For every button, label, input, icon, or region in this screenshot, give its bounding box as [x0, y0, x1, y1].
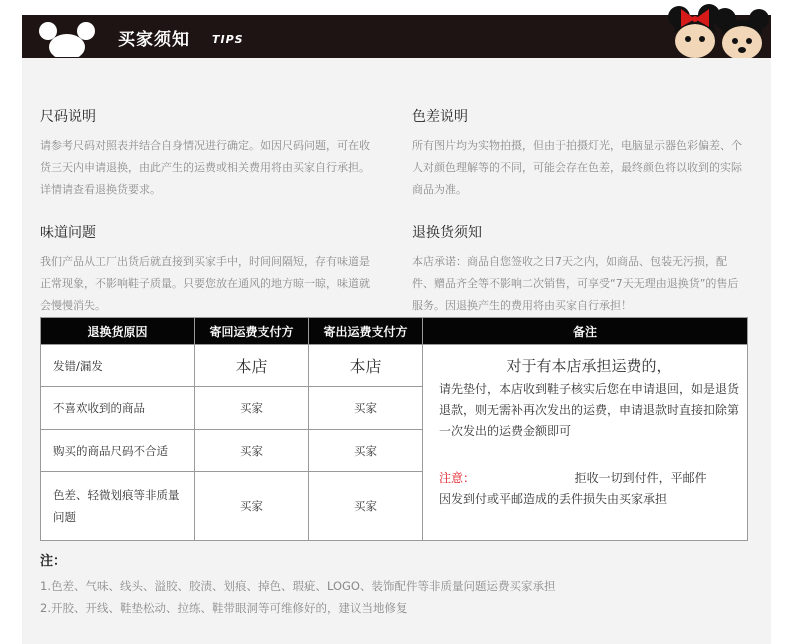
reason-cell: 不喜欢收到的商品: [41, 387, 195, 430]
smell-section-body: 我们产品从工厂出货后就直接到买家手中，时间间隔短，存有味道是正常现象，不影响鞋子质量。只要您放在通风的地方晾一晾，味道就会慢慢消失。: [40, 255, 370, 312]
color-section: [412, 106, 742, 201]
footer-notes: [40, 550, 555, 619]
attention-label: 注意：: [439, 471, 476, 485]
send-shipping-payer-cell: 买家: [309, 472, 423, 541]
return-shipping-payer-cell: 本店: [195, 345, 309, 387]
table-row: [41, 345, 748, 387]
reason-cell: 色差、轻微划痕等非质量问题: [41, 472, 195, 541]
table-header: 寄回运费支付方: [195, 318, 309, 345]
size-section: [40, 106, 370, 201]
remark-line-2: 请先垫付，本店收到鞋子核实后您在申请退回，如是退货退款，则无需补再次发出的运费，申请退款时直接扣除第一次发出的运费金额即可: [439, 382, 740, 438]
remark-line-1: 对于有本店承担运费的，: [506, 357, 672, 375]
remark-line-3b: 因发到付或平邮造成的丢件损失由买家承担: [439, 492, 668, 506]
smell-section: [40, 222, 370, 317]
send-shipping-payer-cell: 买家: [309, 430, 423, 472]
cartoon-mice-mascot-icon: [657, 3, 769, 61]
send-shipping-payer-cell: 买家: [309, 387, 423, 430]
footer-title: 注：: [40, 554, 67, 569]
footer-note-item: 2.开胶、开线、鞋垫松动、拉练、鞋带眼洞等可维修好的，建议当地修复: [40, 601, 408, 615]
size-section-title: 尺码说明: [40, 109, 96, 125]
color-section-title: 色差说明: [412, 109, 468, 125]
table-header: 寄出运费支付方: [309, 318, 423, 345]
reason-cell: 购买的商品尺码不合适: [41, 430, 195, 472]
footer-note-item: 1.色差、气味、线头、溢胶、胶渍、划痕、掉色、瑕疵、LOGO、装饰配件等非质量问题运费买家承担: [40, 579, 556, 593]
remarks-cell: [423, 345, 748, 541]
smell-section-title: 味道问题: [40, 225, 96, 241]
return-shipping-payer-cell: 买家: [195, 387, 309, 430]
return-shipping-payer-cell: 买家: [195, 472, 309, 541]
color-section-body: 所有图片均为实物拍摄，但由于拍摄灯光，电脑显示器色彩偏差、个人对颜色理解等的不同，可能会存在色差，最终颜色将以收到的实际商品为准。: [412, 139, 742, 196]
header-title: 买家须知: [118, 30, 190, 50]
return-shipping-payer-cell: 买家: [195, 430, 309, 472]
return-policy-table: [40, 317, 748, 541]
tips-header-bar: [22, 15, 771, 58]
reason-cell: 发错/漏发: [41, 345, 195, 387]
return-section: [412, 222, 742, 317]
header-tips-label: TIPS: [212, 33, 244, 46]
return-section-body: 本店承诺：商品自您签收之日7天之内，如商品、包装无污损，配件、赠品齐全等不影响二次销售，可享受“7天无理由退换货”的售后服务。因退换产生的费用将由买家自行承担！: [412, 255, 739, 312]
send-shipping-payer-cell: 本店: [309, 345, 423, 387]
return-section-title: 退换货须知: [412, 225, 482, 241]
table-header: 备注: [423, 318, 748, 345]
mouse-head-logo-icon: [36, 21, 104, 57]
table-header: 退换货原因: [41, 318, 195, 345]
size-section-body: 请参考尺码对照表并结合自身情况进行确定。如因尺码问题，可在收货三天内申请退换，由此产生的运费或相关费用将由买家自行承担。详情请查看退换货要求。: [40, 139, 370, 196]
table-header-row: [41, 318, 748, 345]
remark-line-3: [439, 468, 739, 510]
remark-line-3a: 拒收一切到付件，平邮件: [574, 471, 707, 485]
